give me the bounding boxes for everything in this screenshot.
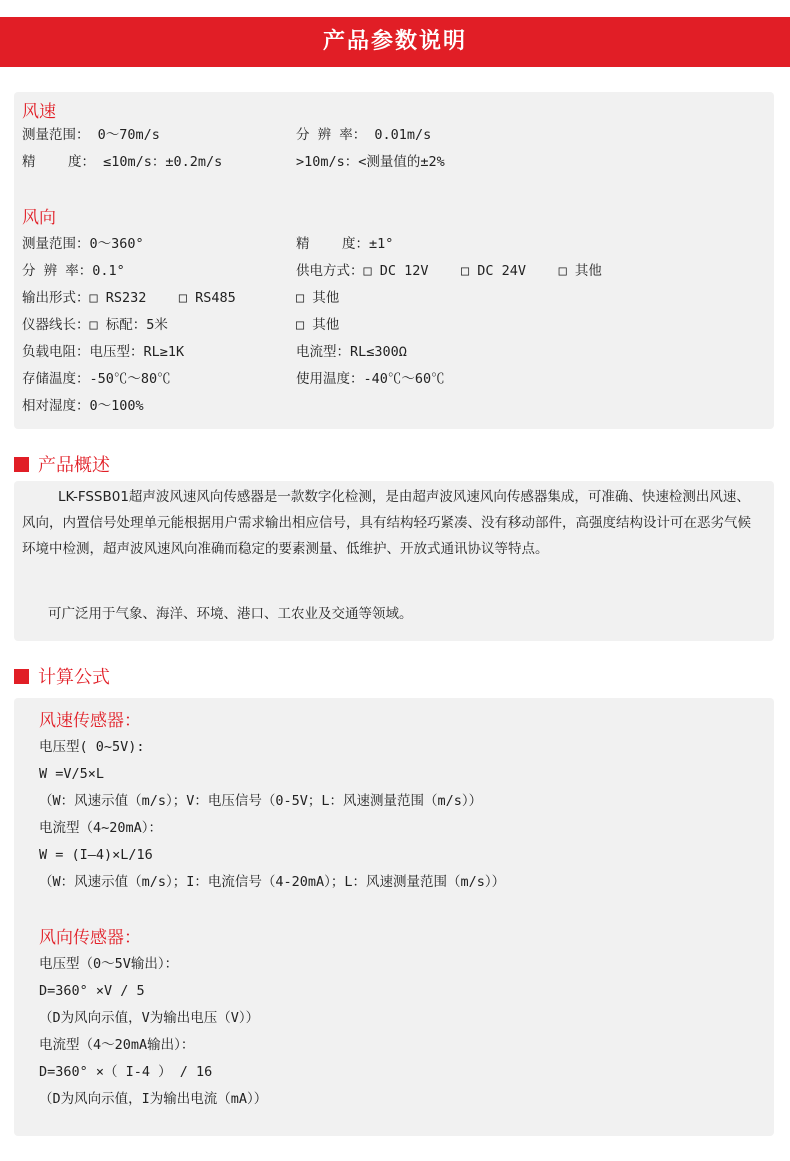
speed-sensor-title: 风速传感器： (39, 711, 141, 731)
overview-applications: 可广泛用于气象、海洋、环境、港口、工农业及交通等领域。 (48, 606, 413, 622)
direction-formula-line: （D为风向示值，V为输出电压（V）） (39, 1010, 260, 1026)
wind-speed-accuracy-high: >10m/s：<测量值的±2% (296, 154, 445, 170)
wind-speed-accuracy: 精 度： ≤10m/s：±0.2m/s (22, 154, 223, 170)
load-resistance-voltage: 负载电阻：电压型：RL≥1K (22, 344, 185, 360)
operating-temperature: 使用温度：-40℃～60℃ (296, 371, 445, 387)
formula-heading-label: 计算公式 (38, 667, 110, 688)
cable-length: 仪器线长：□ 标配：5米 (22, 317, 168, 333)
output-form-other: □ 其他 (296, 290, 340, 306)
formula-heading (14, 664, 110, 688)
wind-direction-title: 风向 (22, 208, 56, 228)
power-supply-options: 供电方式：□ DC 12V □ DC 24V □ 其他 (296, 263, 602, 279)
direction-formula-line: D=360° ×V / 5 (39, 983, 145, 999)
speed-formula-line: （W：风速示值（m/s）；I：电流信号（4-20mA）；L：风速测量范围（m/s）） (39, 874, 506, 890)
direction-formula-line: 电压型（0～5V输出）： (39, 956, 179, 972)
wind-direction-accuracy: 精 度：±1° (296, 236, 394, 252)
wind-speed-title: 风速 (22, 102, 56, 122)
speed-formula-line: W = (I—4)×L/16 (39, 847, 153, 863)
wind-speed-range: 测量范围： 0～70m/s (22, 127, 160, 143)
cable-length-other: □ 其他 (296, 317, 340, 333)
speed-formula-line: 电压型( 0~5V): (39, 739, 145, 755)
section-marker-icon (14, 457, 29, 472)
direction-formula-line: 电流型（4～20mA输出）： (39, 1037, 195, 1053)
load-resistance-current: 电流型：RL≤300Ω (296, 344, 407, 360)
page-banner: 产品参数说明 (0, 17, 790, 67)
direction-formula-line: （D为风向示值，I为输出电流（mA）） (39, 1091, 268, 1107)
overview-heading-label: 产品概述 (38, 455, 110, 476)
overview-heading (14, 452, 110, 476)
output-form-options: 输出形式：□ RS232 □ RS485 (22, 290, 236, 306)
direction-formula-line: D=360° ×（ I-4 ） / 16 (39, 1064, 213, 1080)
speed-formula-line: （W：风速示值（m/s）；V：电压信号（0-5V；L：风速测量范围（m/s）） (39, 793, 483, 809)
section-marker-icon (14, 669, 29, 684)
direction-sensor-title: 风向传感器： (39, 928, 141, 948)
speed-formula-line: 电流型（4~20mA）： (39, 820, 163, 836)
wind-direction-range: 测量范围：0～360° (22, 236, 144, 252)
speed-formula-line: W =V/5×L (39, 766, 105, 782)
storage-temperature: 存储温度：-50℃～80℃ (22, 371, 171, 387)
wind-direction-resolution: 分 辨 率：0.1° (22, 263, 125, 279)
relative-humidity: 相对湿度：0～100% (22, 398, 144, 414)
overview-paragraph: LK-FSSB01超声波风速风向传感器是一款数字化检测，是由超声波风速风向传感器集成，可准确、快速检测出风速、风向，内置信号处理单元能根据用户需求输出相应信号，具有结构轻巧紧凑、没有移动部件，高强度结构设计可在恶劣气候环境中检测，超声波风速风向准确而稳定的要素测量、低维护、开放式通讯协议等特点。 (22, 489, 751, 557)
wind-speed-resolution: 分 辨 率： 0.01m/s (296, 127, 432, 143)
